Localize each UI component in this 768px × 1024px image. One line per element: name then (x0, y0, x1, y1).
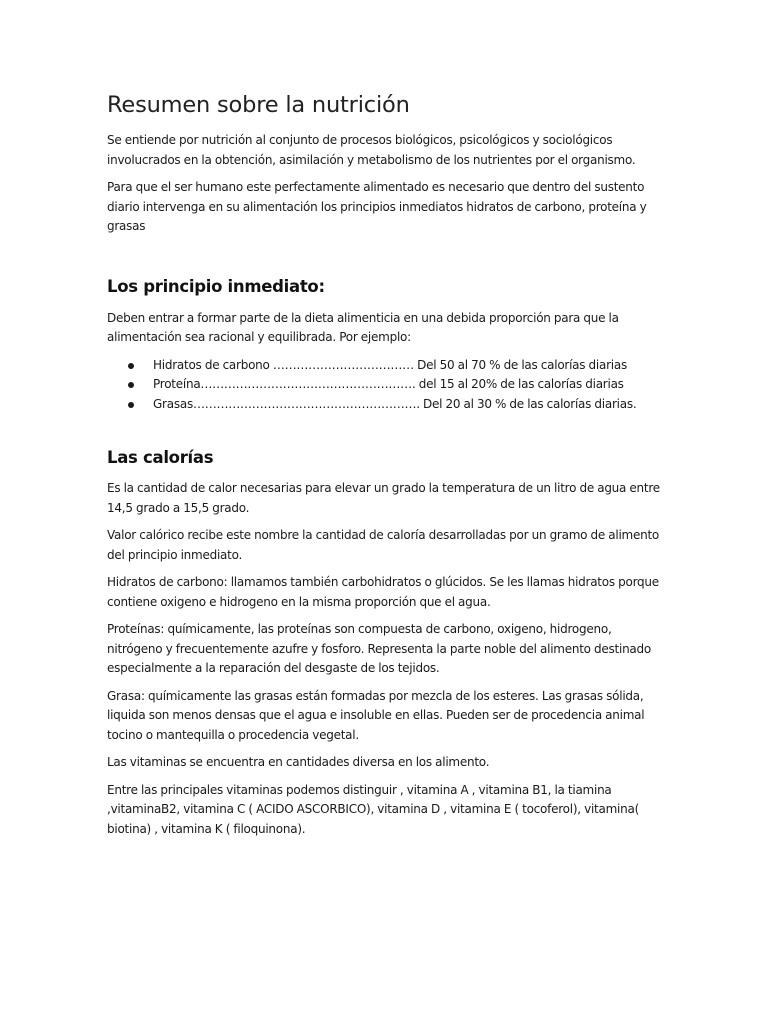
principios-list (107, 356, 667, 415)
principios-paragraph: Deben entrar a formar parte de la dieta alimenticia en una debida proporción para que la alimentación sea racional y equilibrada. Por ejemplo: (107, 310, 619, 344)
section-heading-calorias: Las calorías (107, 448, 214, 467)
list-item-text: Hidratos de carbono ……………………………… Del 50 al 70 % de las calorías diarias (153, 357, 627, 372)
intro-paragraph-2: Para que el ser humano este perfectamente alimentado es necesario que dentro del sustento diario intervenga en su alimentación los principios inmediatos hidratos de carbono, proteína y grasas (107, 180, 647, 233)
bullet-icon (128, 363, 134, 369)
calorias-paragraph-6: Las vitaminas se encuentra en cantidades diversa en los alimento. (107, 755, 490, 769)
bullet-icon (128, 382, 134, 388)
intro-paragraph-1: Se entiende por nutrición al conjunto de procesos biológicos, psicológicos y sociológicos involucrados en la obtención, asimilación y metabolismo de los nutrientes por el organismo. (107, 133, 636, 167)
page-title: Resumen sobre la nutrición (107, 92, 410, 118)
calorias-paragraph-2: Valor calórico recibe este nombre la cantidad de caloría desarrolladas por un gramo de alimento del principio inmediato. (107, 528, 660, 562)
calorias-paragraph-1: Es la cantidad de calor necesarias para elevar un grado la temperatura de un litro de agua entre 14,5 grado a 15,5 grado. (107, 481, 660, 515)
calorias-paragraph-3: Hidratos de carbono: llamamos también carbohidratos o glúcidos. Se les llamas hidratos porque contiene oxigeno e hidrogeno en la misma proporción que el agua. (107, 575, 659, 609)
list-item-text: Proteína………………………………………………. del 15 al 20% de las calorías diarias (153, 377, 624, 391)
document-body (107, 88, 667, 839)
list-item-text: Grasas…………………………………………………. Del 20 al 30 % de las calorías diarias. (153, 396, 637, 411)
section-heading-principios: Los principio inmediato: (107, 276, 325, 296)
calorias-paragraph-4: Proteínas: químicamente, las proteínas son compuesta de carbono, oxigeno, hidrogeno, nitrógeno y frecuentemente azufre y fosforo. Representa la parte noble del alimento destinado especialmente a la reparación del desgaste de los tejidos. (107, 622, 651, 675)
bullet-icon (128, 402, 134, 408)
list-item (107, 375, 667, 395)
calorias-paragraph-7: Entre las principales vitaminas podemos distinguir , vitamina A , vitamina B1, la tiamina ,vitaminaB2, vitamina C ( ACIDO ASCORBICO), vitamina D , vitamina E ( tocoferol), vitamina( biotina) , vitamina K ( filoquinona). (107, 782, 639, 836)
list-item (107, 395, 667, 415)
list-item (107, 356, 667, 376)
calorias-paragraph-5: Grasa: químicamente las grasas están formadas por mezcla de los esteres. Las grasas sólida, liquida son menos densas que el agua e insoluble en ellas. Pueden ser de procedencia animal tocino o mantequilla o procedencia vegetal. (107, 688, 645, 742)
